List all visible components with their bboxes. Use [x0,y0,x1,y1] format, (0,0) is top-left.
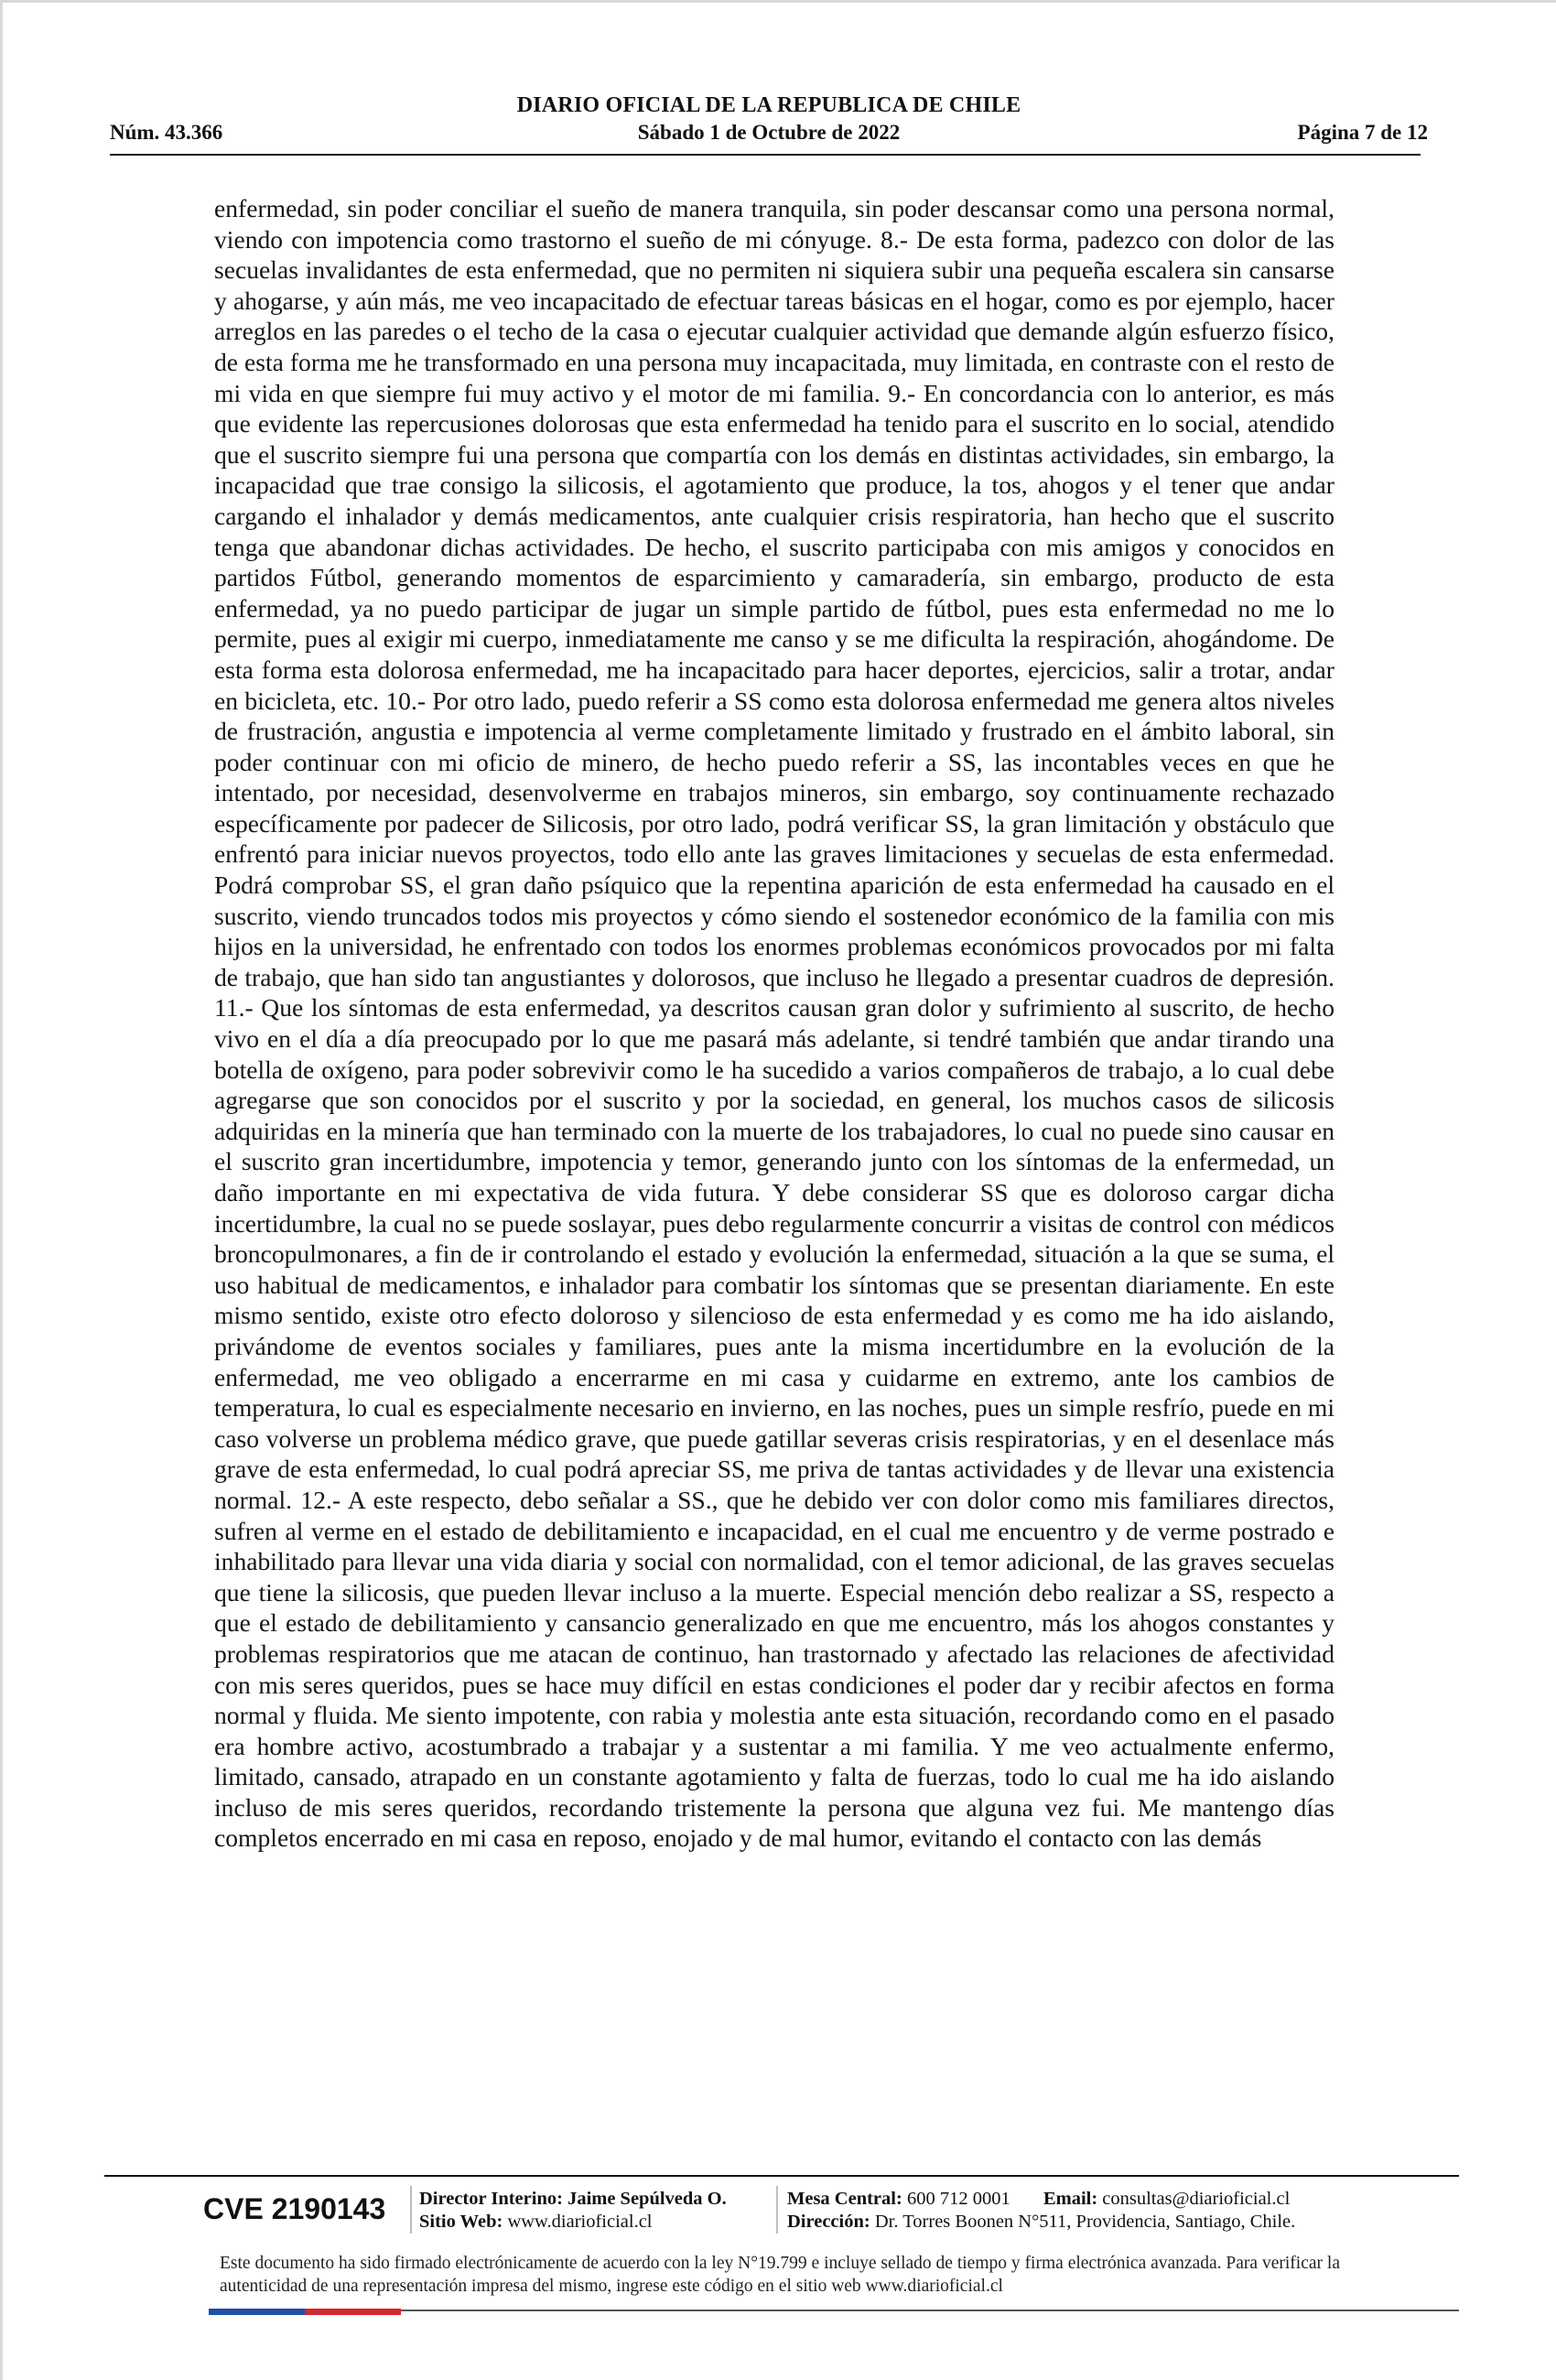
website-label: Sitio Web: [419,2212,503,2232]
footer-separator [776,2186,778,2234]
director-label: Director Interino: [419,2189,563,2209]
central-phone: 600 712 0001 [906,2189,1010,2209]
email-link[interactable]: consultas@diarioficial.cl [1102,2189,1291,2209]
issue-date: Sábado 1 de Octubre de 2022 [637,121,901,144]
page-header [110,93,1428,157]
legal-note: Este documento ha sido firmado electrónicamente de acuerdo con la ley N°19.799 e incluye sellado de tiempo y firma electrónica avanzada. Para verificar la autenticidad de una representación impresa del mismo, ingrese este código en el sitio web www.diarioficial.cl [220,2254,1340,2296]
flag-red-segment [305,2309,401,2315]
body-paragraph: enfermedad, sin poder conciliar el sueño de manera tranquila, sin poder descansar como una persona normal, viendo con impotencia como trastorno el sueño de mi cónyuge. 8.- De esta forma, padezco con dolor de las secuelas invalidantes de esta enfermedad, que no permiten ni siquiera subir una pequeña escalera sin cansarse y ahogarse, y aún más, me veo incapacitado de efectuar tareas básicas en el hogar, como es por ejemplo, hacer arreglos en las paredes o el techo de la casa o ejecutar cualquier actividad que demande algún esfuerzo físico, de esta forma me he transformado en una persona muy incapacitada, muy limitada, en contraste con el resto de mi vida en que siempre fui muy activo y el motor de mi familia. 9.- En concordancia con lo anterior, es más que evidente las repercusiones dolorosas que esta enfermedad ha tenido para el suscrito en lo social, atendido que el suscrito siempre fui una persona que compartía con los demás en distintas actividades, sin embargo, la incapacidad que trae consigo la silicosis, el agotamiento que produce, la tos, ahogos y el tener que andar cargando el inhalador y demás medicamentos, ante cualquier crisis respiratoria, han hecho que el suscrito tenga que abandonar dichas actividades. De hecho, el suscrito participaba con mis amigos y conocidos en partidos Fútbol, generando momentos de esparcimiento y camaradería, sin embargo, producto de esta enfermedad, ya no puedo participar de jugar un simple partido de fútbol, pues esta enfermedad no me lo permite, pues al exigir mi cuerpo, inmediatamente me canso y se me dificulta la respiración, ahogándome. De esta forma esta dolorosa enfermedad, me ha incapacitado para hacer deportes, ejercicios, salir a trotar, andar en bicicleta, etc. 10.- Por otro lado, puedo referir a SS como esta dolorosa enfermedad me genera altos niveles de frustración, angustia e impotencia al verme completamente limitado y frustrado en el ámbito laboral, sin poder continuar con mi oficio de minero, de hecho puedo referir a SS, las incontables veces en que he intentado, por necesidad, desenvolverme en trabajos mineros, sin embargo, soy continuamente rechazado específicamente por padecer de Silicosis, por otro lado, podrá verificar SS, la gran limitación y obstáculo que enfrentó para iniciar nuevos proyectos, todo ello ante las graves limitaciones y secuelas de esta enfermedad. Podrá comprobar SS, el gran daño psíquico que la repentina aparición de esta enfermedad ha causado en el suscrito, viendo truncados todos mis proyectos y cómo siendo el sostenedor económico de la familia con mis hijos en la universidad, he enfrentado con todos los enormes problemas económicos provocados por mi falta de trabajo, que han sido tan angustiantes y dolorosos, que incluso he llegado a presentar cuadros de depresión. 11.- Que los síntomas de esta enfermedad, ya descritos causan gran dolor y sufrimiento al suscrito, de hecho vivo en el día a día preocupado por lo que me pasará más adelante, si tendré también que andar tirando una botella de oxígeno, para poder sobrevivir como le ha sucedido a varios compañeros de trabajo, a lo cual debe agregarse que son conocidos por el suscrito y por la sociedad, en general, los muchos casos de silicosis adquiridas en la minería que han terminado con la muerte de los trabajadores, lo cual no puede sino causar en el suscrito gran incertidumbre, impotencia y temor, generando junto con los síntomas de la enfermedad, un daño importante en mi expectativa de vida futura. Y debe considerar SS que es doloroso cargar dicha incertidumbre, la cual no se puede soslayar, pues debo regularmente concurrir a visitas de control con médicos broncopulmonares, a fin de ir controlando el estado y evolución la enfermedad, situación a la que se suma, el uso habitual de medicamentos, e inhalador para combatir los síntomas que se presentan diariamente. En este mismo sentido, existe otro efecto doloroso y silencioso de esta enfermedad y es como me ha ido aislando, privándome de eventos sociales y familiares, pues ante la misma incertidumbre en la evolución de la enfermedad, me veo obligado a encerrarme en mi casa y cuidarme en extremo, ante los cambios de temperatura, lo cual es especialmente necesario en invierno, en las noches, pues un simple resfrío, puede en mi caso volverse un problema médico grave, que puede gatillar severas crisis respiratorias, y en el desenlace más grave de esta enfermedad, lo cual podrá apreciar SS, me priva de tantas actividades y de llevar una existencia normal. 12.- A este respecto, debo señalar a SS., que he debido ver con dolor como mis familiares directos, sufren al verme en el estado de debilitamiento e incapacidad, en el cual me encuentro y de verme postrado e inhabilitado para llevar una vida diaria y social con normalidad, con el temor adicional, de las graves secuelas que tiene la silicosis, que pueden llevar incluso a la muerte. Especial mención debo realizar a SS, respecto a que el estado de debilitamiento y cansancio generalizado en que me encuentro, más los ahogos constantes y problemas respiratorios que me atacan de continuo, han trastornado y afectado las relaciones de afectividad con mis seres queridos, pues se hace muy difícil en estas condiciones el poder dar y recibir afectos en forma normal y fluida. Me siento impotente, con rabia y molestia ante esta situación, recordando como en el pasado era hombre activo, acostumbrado a trabajar y a sustentar a mi familia. Y me veo actualmente enfermo, limitado, cansado, atrapado en un constante agotamiento y falta de fuerzas, todo lo cual me ha ido aislando incluso de mis seres queridos, recordando tristemente la persona que alguna vez fui. Me mantengo días completos encerrado en mi casa en reposo, enojado y de mal humor, evitando el contacto con las demás [214,194,1334,1853]
email-label: Email: [1043,2189,1098,2209]
header-divider [110,154,1421,156]
contact-info [787,2188,1295,2234]
director-info [419,2188,727,2234]
gazette-title: DIARIO OFICIAL DE LA REPUBLICA DE CHILE [516,93,1021,117]
footer-separator [410,2186,412,2234]
address-text: Dr. Torres Boonen N°511, Providencia, Santiago, Chile. [874,2212,1296,2232]
footer-divider-top [104,2175,1459,2177]
director-name: Jaime Sepúlveda O. [567,2189,727,2209]
page-number: Página 7 de 12 [1297,121,1428,144]
issue-number: Núm. 43.366 [110,121,223,144]
flag-blue-segment [209,2309,305,2315]
flag-color-bar [209,2309,401,2315]
website-link[interactable]: www.diarioficial.cl [507,2212,653,2232]
address-label: Dirección: [787,2212,870,2232]
cve-code: CVE 2190143 [203,2192,386,2225]
central-label: Mesa Central: [787,2189,902,2209]
